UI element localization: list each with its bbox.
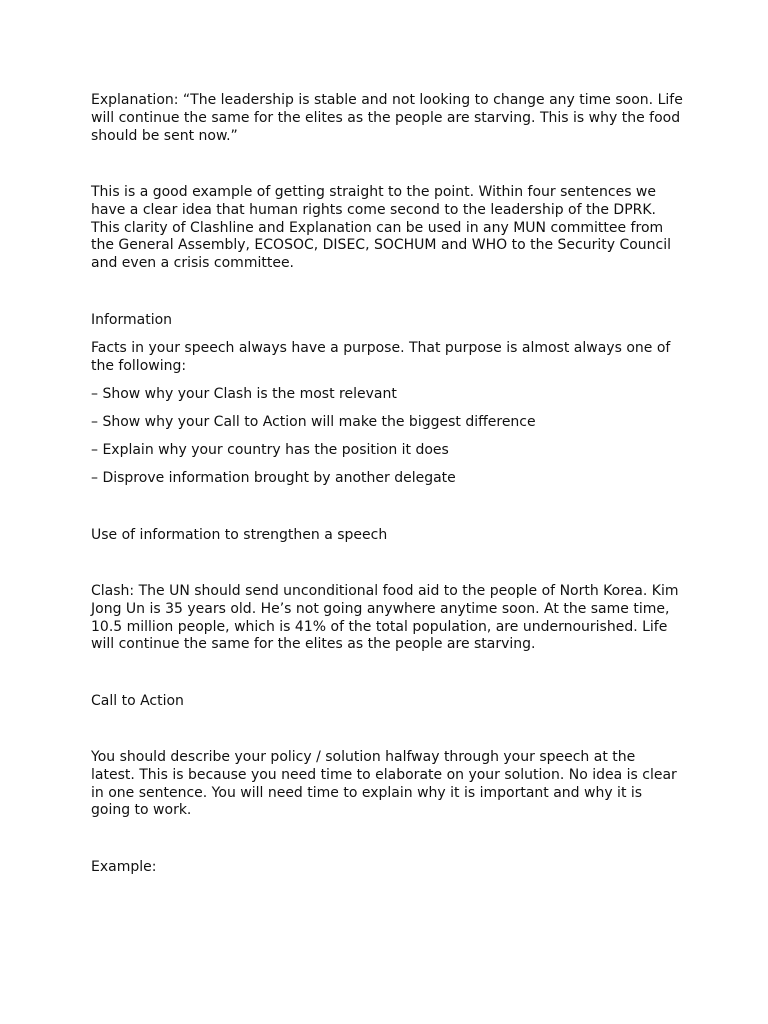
information-heading: Information <box>91 312 173 328</box>
list-item: – Show why your Call to Action will make the biggest difference <box>91 414 536 430</box>
summary-paragraph: This is a good example of getting straight to the point. Within four sentences we have a clear idea that human rights come second to the leadership of the DPRK. This clarity of Clashline and Explanation can be used in any MUN committee from the General Assembly, ECOSOC, DISEC, SOCHUM and WHO to the Security Council and even a crisis committee. <box>91 184 672 272</box>
section-heading: Use of information to strengthen a speech <box>91 527 388 543</box>
policy-paragraph: You should describe your policy / solution halfway through your speech at the latest. This is because you need time to elaborate on your solution. No idea is clear in one sentence. You will need time to explain why it is important and why it is going to work. <box>91 749 677 819</box>
example-label: Example: <box>91 859 157 875</box>
list-item: – Show why your Clash is the most relevant <box>91 386 397 402</box>
facts-paragraph: Facts in your speech always have a purpose. That purpose is almost always one of the following: <box>91 340 671 374</box>
explanation-paragraph: Explanation: “The leadership is stable and not looking to change any time soon. Life will continue the same for the elites as the people are starving. This is why the food should be sent now.” <box>91 92 683 144</box>
list-item: – Disprove information brought by another delegate <box>91 470 456 486</box>
call-to-action-heading: Call to Action <box>91 693 184 709</box>
list-item: – Explain why your country has the position it does <box>91 442 449 458</box>
clash-paragraph: Clash: The UN should send unconditional food aid to the people of North Korea. Kim Jong Un is 35 years old. He’s not going anywhere anytime soon. At the same time, 10.5 million people, which is 41% of the total population, are undernourished. Life will continue the same for the elites as the people are starving. <box>91 583 679 653</box>
